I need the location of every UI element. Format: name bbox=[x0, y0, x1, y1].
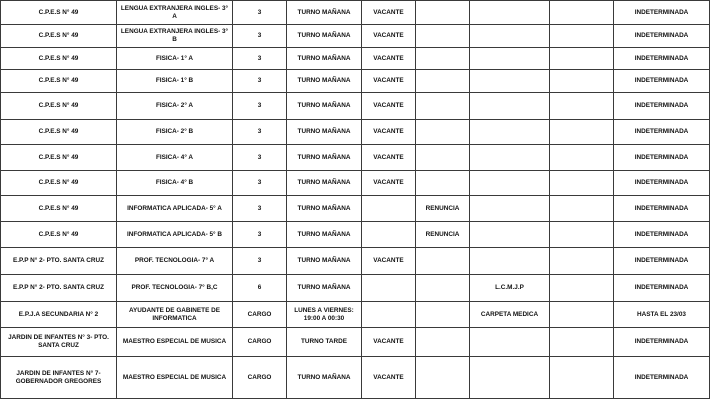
observation-cell bbox=[470, 248, 550, 275]
tenure-cell: INDETERMINADA bbox=[614, 196, 710, 222]
schedule-cell: TURNO MAÑANA bbox=[287, 171, 362, 196]
subject-cell: FISICA- 2° B bbox=[117, 120, 233, 145]
extra-cell bbox=[550, 357, 614, 399]
hours-cell: 3 bbox=[233, 171, 287, 196]
tenure-cell: INDETERMINADA bbox=[614, 275, 710, 302]
note-cell bbox=[416, 93, 470, 120]
schedule-cell: TURNO MAÑANA bbox=[287, 1, 362, 25]
note-cell bbox=[416, 328, 470, 357]
hours-cell: 3 bbox=[233, 196, 287, 222]
note-cell bbox=[416, 357, 470, 399]
tenure-cell: INDETERMINADA bbox=[614, 1, 710, 25]
hours-cell: 3 bbox=[233, 222, 287, 248]
status-cell: VACANTE bbox=[362, 248, 416, 275]
status-cell bbox=[362, 302, 416, 328]
school-cell: JARDIN DE INFANTES N° 3- PTO. SANTA CRUZ bbox=[1, 328, 117, 357]
extra-cell bbox=[550, 48, 614, 70]
hours-cell: CARGO bbox=[233, 302, 287, 328]
observation-cell: CARPETA MEDICA bbox=[470, 302, 550, 328]
subject-cell: FISICA- 4° A bbox=[117, 145, 233, 171]
school-cell: C.P.E.S N° 49 bbox=[1, 25, 117, 48]
hours-cell: 3 bbox=[233, 120, 287, 145]
hours-cell: 3 bbox=[233, 48, 287, 70]
schedule-cell: TURNO MAÑANA bbox=[287, 25, 362, 48]
hours-cell: CARGO bbox=[233, 328, 287, 357]
observation-cell bbox=[470, 357, 550, 399]
table-row bbox=[1, 328, 710, 357]
school-cell: C.P.E.S N° 49 bbox=[1, 48, 117, 70]
hours-cell: 3 bbox=[233, 70, 287, 93]
note-cell bbox=[416, 171, 470, 196]
tenure-cell: INDETERMINADA bbox=[614, 171, 710, 196]
hours-cell: 3 bbox=[233, 25, 287, 48]
observation-cell bbox=[470, 25, 550, 48]
note-cell bbox=[416, 145, 470, 171]
extra-cell bbox=[550, 120, 614, 145]
tenure-cell: INDETERMINADA bbox=[614, 222, 710, 248]
schedule-cell: TURNO MAÑANA bbox=[287, 145, 362, 171]
observation-cell bbox=[470, 145, 550, 171]
schedule-cell: TURNO MAÑANA bbox=[287, 48, 362, 70]
extra-cell bbox=[550, 1, 614, 25]
tenure-cell: INDETERMINADA bbox=[614, 25, 710, 48]
subject-cell: INFORMATICA APLICADA- 5° A bbox=[117, 196, 233, 222]
schedule-cell: TURNO MAÑANA bbox=[287, 70, 362, 93]
table-row bbox=[1, 120, 710, 145]
status-cell: VACANTE bbox=[362, 70, 416, 93]
note-cell bbox=[416, 302, 470, 328]
note-cell: RENUNCIA bbox=[416, 196, 470, 222]
schedule-cell: TURNO MAÑANA bbox=[287, 248, 362, 275]
schedule-cell: TURNO MAÑANA bbox=[287, 120, 362, 145]
note-cell bbox=[416, 1, 470, 25]
table-row bbox=[1, 171, 710, 196]
note-cell: RENUNCIA bbox=[416, 222, 470, 248]
observation-cell bbox=[470, 120, 550, 145]
extra-cell bbox=[550, 248, 614, 275]
hours-cell: CARGO bbox=[233, 357, 287, 399]
subject-cell: MAESTRO ESPECIAL DE MUSICA bbox=[117, 357, 233, 399]
subject-cell: FISICA- 4° B bbox=[117, 171, 233, 196]
school-cell: C.P.E.S N° 49 bbox=[1, 93, 117, 120]
extra-cell bbox=[550, 93, 614, 120]
schedule-cell: LUNES A VIERNES: 19:00 A 00:30 bbox=[287, 302, 362, 328]
tenure-cell: INDETERMINADA bbox=[614, 120, 710, 145]
hours-cell: 3 bbox=[233, 93, 287, 120]
school-cell: C.P.E.S N° 49 bbox=[1, 145, 117, 171]
extra-cell bbox=[550, 171, 614, 196]
status-cell bbox=[362, 196, 416, 222]
subject-cell: LENGUA EXTRANJERA INGLES- 3° B bbox=[117, 25, 233, 48]
status-cell bbox=[362, 275, 416, 302]
subject-cell: PROF. TECNOLOGIA- 7° B,C bbox=[117, 275, 233, 302]
table-row bbox=[1, 222, 710, 248]
observation-cell bbox=[470, 93, 550, 120]
school-cell: E.P.J.A SECUNDARIA N° 2 bbox=[1, 302, 117, 328]
status-cell: VACANTE bbox=[362, 25, 416, 48]
subject-cell: FISICA- 1° B bbox=[117, 70, 233, 93]
extra-cell bbox=[550, 196, 614, 222]
table-row bbox=[1, 302, 710, 328]
subject-cell: MAESTRO ESPECIAL DE MUSICA bbox=[117, 328, 233, 357]
table-row bbox=[1, 93, 710, 120]
table-row bbox=[1, 357, 710, 399]
subject-cell: AYUDANTE DE GABINETE DE INFORMATICA bbox=[117, 302, 233, 328]
table-row bbox=[1, 1, 710, 25]
table-row bbox=[1, 25, 710, 48]
extra-cell bbox=[550, 328, 614, 357]
table-row bbox=[1, 48, 710, 70]
subject-cell: PROF. TECNOLOGIA- 7° A bbox=[117, 248, 233, 275]
school-cell: E.P.P N° 2- PTO. SANTA CRUZ bbox=[1, 248, 117, 275]
observation-cell bbox=[470, 222, 550, 248]
school-cell: C.P.E.S N° 49 bbox=[1, 222, 117, 248]
schedule-cell: TURNO MAÑANA bbox=[287, 93, 362, 120]
status-cell bbox=[362, 222, 416, 248]
schedule-cell: TURNO MAÑANA bbox=[287, 357, 362, 399]
note-cell bbox=[416, 248, 470, 275]
table-row bbox=[1, 248, 710, 275]
status-cell: VACANTE bbox=[362, 328, 416, 357]
table-body bbox=[1, 1, 710, 399]
subject-cell: FISICA- 1° A bbox=[117, 48, 233, 70]
observation-cell bbox=[470, 70, 550, 93]
observation-cell bbox=[470, 1, 550, 25]
note-cell bbox=[416, 48, 470, 70]
note-cell bbox=[416, 70, 470, 93]
school-cell: JARDIN DE INFANTES N° 7- GOBERNADOR GREGORES bbox=[1, 357, 117, 399]
subject-cell: INFORMATICA APLICADA- 5° B bbox=[117, 222, 233, 248]
status-cell: VACANTE bbox=[362, 171, 416, 196]
school-cell: E.P.P N° 2- PTO. SANTA CRUZ bbox=[1, 275, 117, 302]
schedule-cell: TURNO MAÑANA bbox=[287, 275, 362, 302]
subject-cell: LENGUA EXTRANJERA INGLES- 3° A bbox=[117, 1, 233, 25]
schedule-cell: TURNO TARDE bbox=[287, 328, 362, 357]
tenure-cell: INDETERMINADA bbox=[614, 48, 710, 70]
tenure-cell: HASTA EL 23/03 bbox=[614, 302, 710, 328]
note-cell bbox=[416, 275, 470, 302]
tenure-cell: INDETERMINADA bbox=[614, 248, 710, 275]
status-cell: VACANTE bbox=[362, 93, 416, 120]
hours-cell: 3 bbox=[233, 1, 287, 25]
status-cell: VACANTE bbox=[362, 120, 416, 145]
observation-cell bbox=[470, 196, 550, 222]
school-cell: C.P.E.S N° 49 bbox=[1, 70, 117, 93]
tenure-cell: INDETERMINADA bbox=[614, 70, 710, 93]
table-row bbox=[1, 70, 710, 93]
table-row bbox=[1, 145, 710, 171]
tenure-cell: INDETERMINADA bbox=[614, 328, 710, 357]
note-cell bbox=[416, 25, 470, 48]
tenure-cell: INDETERMINADA bbox=[614, 93, 710, 120]
observation-cell bbox=[470, 328, 550, 357]
school-cell: C.P.E.S N° 49 bbox=[1, 120, 117, 145]
school-cell: C.P.E.S N° 49 bbox=[1, 171, 117, 196]
schedule-cell: TURNO MAÑANA bbox=[287, 222, 362, 248]
table-row bbox=[1, 196, 710, 222]
observation-cell bbox=[470, 48, 550, 70]
tenure-cell: INDETERMINADA bbox=[614, 145, 710, 171]
tenure-cell: INDETERMINADA bbox=[614, 357, 710, 399]
extra-cell bbox=[550, 25, 614, 48]
status-cell: VACANTE bbox=[362, 357, 416, 399]
schedule-cell: TURNO MAÑANA bbox=[287, 196, 362, 222]
hours-cell: 6 bbox=[233, 275, 287, 302]
school-cell: C.P.E.S N° 49 bbox=[1, 1, 117, 25]
extra-cell bbox=[550, 275, 614, 302]
extra-cell bbox=[550, 70, 614, 93]
table-row bbox=[1, 275, 710, 302]
status-cell: VACANTE bbox=[362, 145, 416, 171]
observation-cell bbox=[470, 171, 550, 196]
note-cell bbox=[416, 120, 470, 145]
extra-cell bbox=[550, 302, 614, 328]
extra-cell bbox=[550, 222, 614, 248]
status-cell: VACANTE bbox=[362, 1, 416, 25]
observation-cell: L.C.M.J.P bbox=[470, 275, 550, 302]
extra-cell bbox=[550, 145, 614, 171]
hours-cell: 3 bbox=[233, 145, 287, 171]
status-cell: VACANTE bbox=[362, 48, 416, 70]
subject-cell: FISICA- 2° A bbox=[117, 93, 233, 120]
school-cell: C.P.E.S N° 49 bbox=[1, 196, 117, 222]
hours-cell: 3 bbox=[233, 248, 287, 275]
